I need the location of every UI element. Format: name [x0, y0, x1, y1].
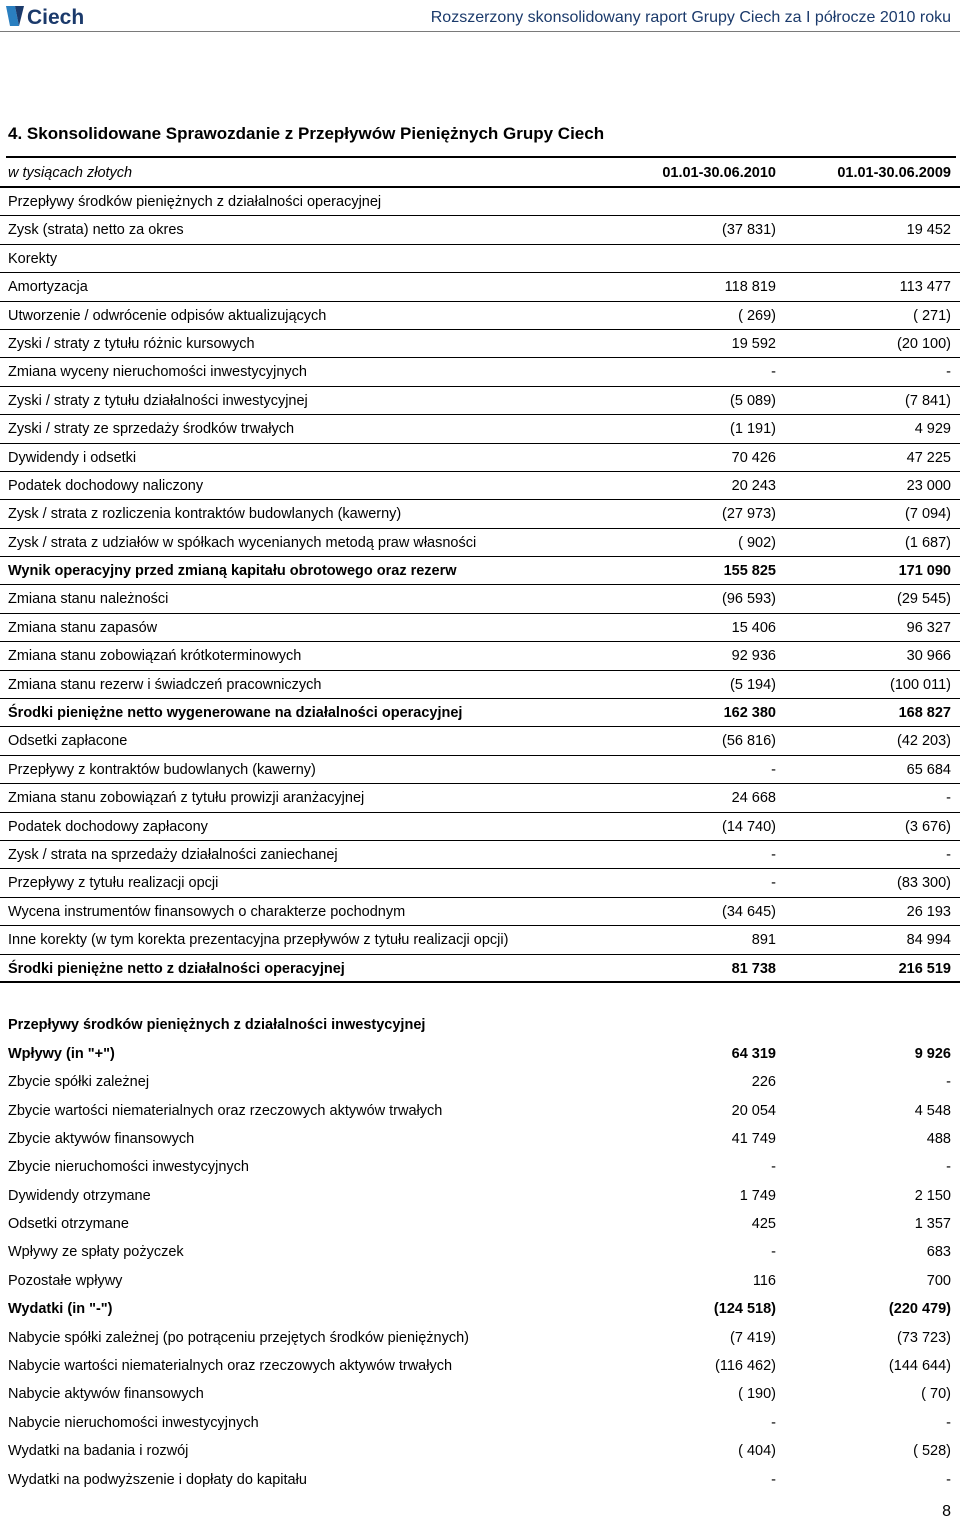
value-2009: ( 528)	[913, 1443, 951, 1460]
value-2010: 64 319	[731, 1045, 776, 1062]
value-2010: (56 816)	[721, 733, 776, 750]
table-row	[0, 273, 960, 301]
table-row	[0, 699, 960, 727]
value-2009: 2 150	[914, 1187, 951, 1204]
value-2010: -	[771, 364, 776, 381]
table-row	[0, 1068, 960, 1096]
value-2010: ( 404)	[738, 1443, 776, 1460]
value-2010: -	[771, 1414, 776, 1431]
value-2010: (5 194)	[730, 676, 776, 693]
column-header-2010: 01.01-30.06.2010	[662, 165, 776, 181]
value-2010: ( 269)	[738, 307, 776, 324]
value-2009: 26 193	[906, 903, 951, 920]
value-2009: (42 203)	[896, 733, 951, 750]
row-label: Przepływy z kontraktów budowlanych (kawerny)	[8, 761, 316, 778]
value-2010: -	[771, 875, 776, 892]
value-2010: 20 054	[731, 1102, 776, 1119]
value-2009: -	[946, 1471, 951, 1488]
value-2009: 23 000	[906, 477, 951, 494]
value-2009: 216 519	[898, 960, 951, 977]
row-label: Wpływy ze spłaty pożyczek	[8, 1244, 184, 1261]
row-label: Podatek dochodowy naliczony	[8, 477, 204, 494]
table-row	[0, 756, 960, 784]
table-row	[0, 898, 960, 926]
table-row	[0, 1380, 960, 1408]
row-label: Zbycie wartości niematerialnych oraz rzeczowych aktywów trwałych	[8, 1102, 443, 1119]
value-2010: -	[771, 1471, 776, 1488]
value-2010: -	[771, 846, 776, 863]
row-label: Zysk (strata) netto za okres	[8, 222, 184, 239]
row-label: Zmiana stanu zobowiązań krótkoterminowych	[8, 648, 302, 665]
value-2010: -	[771, 761, 776, 778]
row-label: Środki pieniężne netto wygenerowane na działalności operacyjnej	[8, 705, 463, 722]
value-2009: -	[946, 364, 951, 381]
value-2009: 65 684	[906, 761, 951, 778]
value-2009: 4 548	[914, 1102, 951, 1119]
value-2010: -	[771, 1244, 776, 1261]
page-header	[0, 0, 960, 32]
table-row	[0, 188, 960, 216]
table-row	[0, 245, 960, 273]
table-row	[0, 869, 960, 897]
value-2010: (124 518)	[713, 1301, 776, 1318]
value-2009: (83 300)	[896, 875, 951, 892]
value-2010: -	[771, 1159, 776, 1176]
table-row	[0, 1182, 960, 1210]
row-label: Nabycie spółki zależnej (po potrąceniu przejętych środków pieniężnych)	[8, 1329, 470, 1346]
value-2009: -	[946, 1159, 951, 1176]
value-2009: (7 094)	[905, 506, 951, 523]
row-label: Wpływy (in "+")	[8, 1045, 115, 1062]
row-label: Przepływy środków pieniężnych z działalności operacyjnej	[8, 194, 382, 210]
value-2010: (96 593)	[721, 591, 776, 608]
value-2009: 1 357	[914, 1216, 951, 1233]
column-header-2009: 01.01-30.06.2009	[837, 165, 951, 181]
value-2009: 4 929	[914, 421, 951, 438]
value-2009: 30 966	[906, 648, 951, 665]
value-2009: (100 011)	[890, 676, 951, 693]
value-2010: 162 380	[723, 705, 776, 722]
row-label: Zmiana stanu zapasów	[8, 619, 158, 636]
value-2010: (116 462)	[715, 1358, 776, 1375]
unit-label: w tysiącach złotych	[8, 165, 133, 181]
table-row	[0, 585, 960, 613]
table-row	[0, 1437, 960, 1465]
table-row	[0, 358, 960, 386]
table-row	[0, 1125, 960, 1153]
value-2010: (27 973)	[721, 506, 776, 523]
value-2009: (73 723)	[896, 1329, 951, 1346]
table-row	[0, 557, 960, 585]
table-row	[0, 671, 960, 699]
section-title: 4. Skonsolidowane Sprawozdanie z Przepływów Pieniężnych Grupy Ciech	[8, 124, 605, 143]
table-row	[0, 1409, 960, 1437]
value-2009: 19 452	[906, 222, 951, 239]
row-label: Przepływy z tytułu realizacji opcji	[8, 875, 219, 892]
value-2009: -	[946, 1414, 951, 1431]
table-row	[0, 444, 960, 472]
row-label: Zyski / straty z tytułu różnic kursowych	[8, 335, 255, 352]
row-label: Zysk / strata z udziałów w spółkach wycenianych metodą praw własności	[8, 534, 477, 551]
page-number: 8	[942, 1503, 951, 1520]
value-2009: (7 841)	[905, 392, 951, 409]
table-row	[0, 1267, 960, 1295]
row-label: Zmiana stanu rezerw i świadczeń pracowniczych	[8, 676, 322, 693]
value-2010: (1 191)	[730, 421, 776, 438]
value-2010: (5 089)	[730, 392, 776, 409]
value-2009: -	[946, 1074, 951, 1091]
value-2010: 19 592	[731, 335, 776, 352]
table-row	[0, 330, 960, 358]
cash-flow-table	[0, 158, 960, 1494]
row-label: Nabycie wartości niematerialnych oraz rzeczowych aktywów trwałych	[8, 1358, 453, 1375]
row-label: Środki pieniężne netto z działalności operacyjnej	[8, 960, 345, 977]
value-2009: (29 545)	[896, 591, 951, 608]
row-label: Amortyzacja	[8, 279, 88, 296]
header-divider	[0, 31, 960, 32]
row-label: Zbycie spółki zależnej	[8, 1074, 150, 1091]
value-2010: (37 831)	[721, 222, 776, 239]
value-2009: (1 687)	[905, 534, 951, 551]
value-2009: 113 477	[899, 279, 951, 296]
table-row	[0, 500, 960, 528]
table-row	[0, 983, 960, 1011]
row-label: Dywidendy i odsetki	[8, 449, 137, 466]
value-2010: ( 902)	[738, 534, 776, 551]
row-label: Przepływy środków pieniężnych z działalności inwestycyjnej	[8, 1017, 426, 1034]
row-label: Wydatki na badania i rozwój	[8, 1443, 189, 1460]
value-2010: 116	[752, 1272, 776, 1289]
table-header-row	[0, 158, 960, 188]
row-label: Zmiana stanu należności	[8, 591, 169, 608]
row-label: Zbycie nieruchomości inwestycyjnych	[8, 1159, 249, 1176]
row-label: Zbycie aktywów finansowych	[8, 1130, 195, 1147]
table-row	[0, 302, 960, 330]
value-2009: 168 827	[898, 705, 951, 722]
value-2010: ( 190)	[738, 1386, 776, 1403]
row-label: Zysk / strata na sprzedaży działalności zaniechanej	[8, 846, 338, 863]
table-row	[0, 387, 960, 415]
ciech-logo-icon	[6, 4, 100, 28]
value-2010: 81 738	[731, 960, 776, 977]
value-2009: 9 926	[914, 1045, 951, 1062]
value-2010: 41 749	[731, 1130, 776, 1147]
value-2010: 1 749	[739, 1187, 776, 1204]
value-2010: 15 406	[731, 619, 776, 636]
table-row	[0, 1466, 960, 1494]
logo-text: Ciech	[27, 6, 85, 28]
row-label: Zyski / straty ze sprzedaży środków trwałych	[8, 421, 295, 438]
row-label: Wydatki (in "-")	[8, 1301, 113, 1318]
value-2009: ( 271)	[913, 307, 951, 324]
row-label: Inne korekty (w tym korekta prezentacyjna przepływów z tytułu realizacji opcji)	[8, 932, 509, 949]
value-2010: (34 645)	[721, 903, 776, 920]
table-row	[0, 926, 960, 954]
row-label: Odsetki otrzymane	[8, 1216, 129, 1233]
table-row	[0, 642, 960, 670]
row-label: Podatek dochodowy zapłacony	[8, 818, 208, 835]
value-2010: 226	[751, 1074, 776, 1091]
table-row	[0, 529, 960, 557]
value-2010: 891	[751, 932, 776, 949]
row-label: Zmiana stanu zobowiązań z tytułu prowizji aranżacyjnej	[8, 790, 365, 807]
value-2009: (3 676)	[905, 818, 951, 835]
row-label: Zyski / straty z tytułu działalności inwestycyjnej	[8, 392, 308, 409]
row-label: Wydatki na podwyższenie i dopłaty do kapitału	[8, 1471, 307, 1488]
row-label: Wynik operacyjny przed zmianą kapitału obrotowego oraz rezerw	[8, 563, 457, 580]
value-2009: 47 225	[906, 449, 951, 466]
value-2009: ( 70)	[921, 1386, 951, 1403]
row-label: Zysk / strata z rozliczenia kontraktów budowlanych (kawerny)	[8, 506, 402, 523]
value-2009: -	[946, 846, 951, 863]
table-row	[0, 216, 960, 244]
table-row	[0, 1238, 960, 1266]
table-row	[0, 1097, 960, 1125]
value-2010: 70 426	[731, 449, 776, 466]
value-2009: (144 644)	[888, 1358, 951, 1375]
value-2009: 683	[926, 1244, 951, 1261]
value-2009: 171 090	[898, 563, 951, 580]
value-2009: 96 327	[906, 619, 951, 636]
value-2009: 488	[926, 1130, 951, 1147]
row-label: Zmiana wyceny nieruchomości inwestycyjnych	[8, 364, 307, 381]
value-2010: 155 825	[723, 563, 776, 580]
row-label: Dywidendy otrzymane	[8, 1187, 151, 1204]
row-label: Utworzenie / odwrócenie odpisów aktualizujących	[8, 307, 327, 324]
table-row	[0, 1040, 960, 1068]
row-label: Korekty	[8, 250, 58, 267]
table-row	[0, 1295, 960, 1323]
value-2009: 84 994	[906, 932, 951, 949]
row-label: Nabycie nieruchomości inwestycyjnych	[8, 1414, 259, 1431]
row-label: Wycena instrumentów finansowych o charakterze pochodnym	[8, 903, 406, 920]
value-2010: 24 668	[731, 790, 776, 807]
value-2010: (14 740)	[721, 818, 776, 835]
row-label: Nabycie aktywów finansowych	[8, 1386, 204, 1403]
row-label: Odsetki zapłacone	[8, 733, 128, 750]
table-row	[0, 727, 960, 755]
value-2009: (220 479)	[888, 1301, 951, 1318]
table-body	[0, 188, 960, 1494]
table-row	[0, 415, 960, 443]
value-2009: (20 100)	[896, 335, 951, 352]
table-row	[0, 1324, 960, 1352]
value-2009: 700	[926, 1272, 951, 1289]
table-row	[0, 813, 960, 841]
table-row	[0, 784, 960, 812]
table-row	[0, 1352, 960, 1380]
ciech-logo	[6, 4, 100, 28]
table-row	[0, 841, 960, 869]
document-title: Rozszerzony skonsolidowany raport Grupy Ciech za I półrocze 2010 roku	[430, 9, 951, 26]
value-2010: 425	[751, 1216, 776, 1233]
table-row	[0, 1011, 960, 1039]
row-label: Pozostałe wpływy	[8, 1272, 123, 1289]
table-row	[0, 955, 960, 983]
value-2010: (7 419)	[730, 1329, 776, 1346]
value-2010: 92 936	[731, 648, 776, 665]
table-row	[0, 472, 960, 500]
value-2010: 20 243	[731, 477, 776, 494]
table-row	[0, 1210, 960, 1238]
table-row	[0, 1153, 960, 1181]
table-row	[0, 614, 960, 642]
value-2009: -	[946, 790, 951, 807]
value-2010: 118 819	[724, 279, 776, 296]
